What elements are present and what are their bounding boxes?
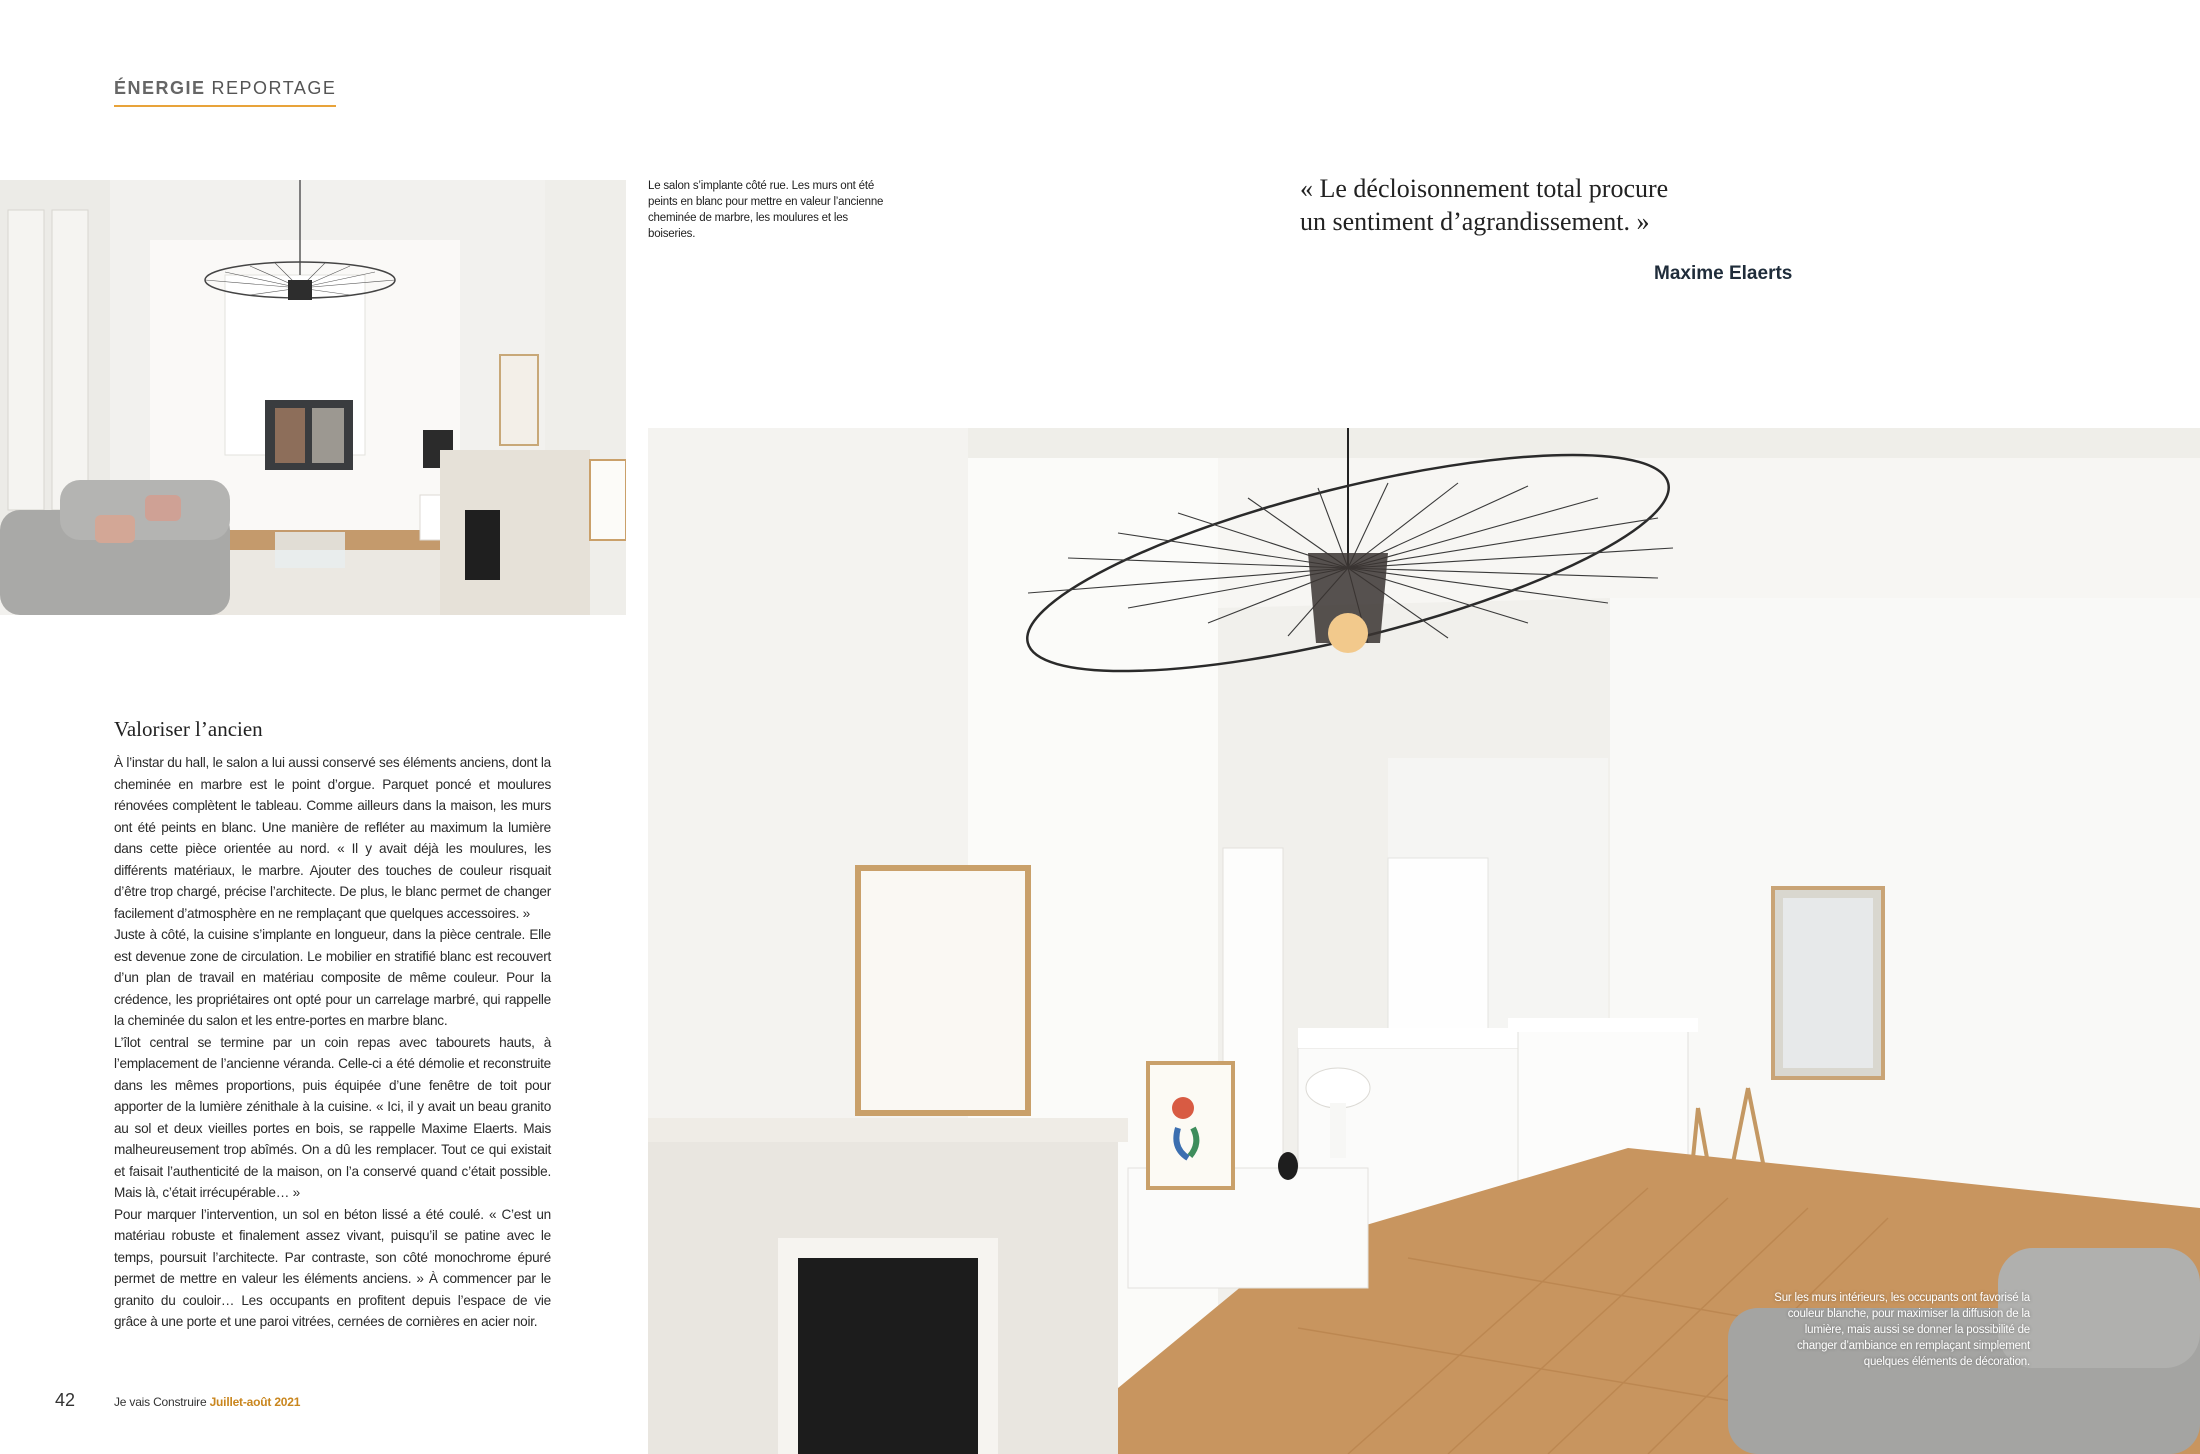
pull-quote-line-2: un sentiment d’agrandissement. » [1300,207,1650,236]
magazine-name: Je vais Construire [114,1395,207,1409]
article-paragraph: Pour marquer l’intervention, un sol en béton lissé a été coulé. « C’est un matériau robuste et finalement assez vivant, puisqu’il se patine avec le temps, poursuit l’architecte. Par contraste, son côté monochrome épuré permet de mettre en valeur les éléments anciens. » À commencer par le granito du couloir… Les occupants en profitent depuis l’espace de vie grâce à une porte et une paroi vitrées, cernées de cornières en acier noir. [114,1206,551,1329]
quote-author: Maxime Elaerts [1654,263,1793,284]
article-body [114,752,551,1333]
page-number: 42 [55,1390,76,1410]
article-paragraph: Juste à côté, la cuisine s’implante en longueur, dans la pièce centrale. Elle est devenue zone de circulation. Le mobilier en stratifié blanc est recouvert d’un plan de travail en matériau composite de même couleur. Pour la crédence, les propriétaires ont opté pour un carrelage marbré, qui rappelle la cheminée du salon et les entre-portes en marbre blanc. [114,927,551,1028]
article-paragraph: À l’instar du hall, le salon a lui aussi conservé ses éléments anciens, dont la cheminée en marbre est le point d’orgue. Parquet poncé et moulures rénovées complètent le tableau. Comme ailleurs dans la maison, les murs ont été peints en blanc. Une manière de refléter au maximum la lumière dans cette pièce orientée au nord. « Il y avait déjà les moulures, les différents matériaux, le marbre. Ajouter des touches de couleur risquait d’être trop chargé, précise l’architecte. De plus, le blanc permet de changer facilement d’atmosphère en ne remplaçant que quelques accessoires. » [114,755,551,921]
article-paragraph: L’îlot central se termine par un coin repas avec tabourets hauts, à l’emplacement de l’ancienne véranda. Celle-ci a été démolie et reconstruite dans les mêmes proportions, puis équipée d’une fenêtre de toit pour apporter de la lumière zénithale à la cuisine. « Ici, il y avait un beau granito au sol et deux vieilles portes en bois, se rappelle Maxime Elaerts. Mais malheureusement trop abîmés. On a dû les remplacer. Tout ce qui existait et faisait l’authenticité de la maison, on l’a conservé quand c’était possible. Mais là, c’était irrécupérable… » [114,1034,551,1200]
section-rubric [114,78,336,107]
magazine-footer [114,1395,300,1409]
pull-quote-line-1: « Le décloisonnement total procure [1300,174,1669,203]
article-heading: Valoriser l’ancien [114,717,263,741]
photo-caption-large: Sur les murs intérieurs, les occupants ont favorisé la couleur blanche, pour maximiser la diffusion de la lumière, mais aussi se donner la possibilité de changer d’ambiance en remplaçant simplement quelques éléments de décoration. [1774,1292,2030,1368]
photo-caption-top: Le salon s’implante côté rue. Les murs ont été peints en blanc pour mettre en valeur l’ancienne cheminée de marbre, les moulures et les boiseries. [648,180,884,240]
living-room-photo [0,180,626,615]
rubric-subsection: REPORTAGE [211,78,337,98]
rubric-section: ÉNERGIE [114,78,206,98]
pull-quote [1300,172,1760,238]
issue-date: Juillet-août 2021 [209,1395,301,1409]
